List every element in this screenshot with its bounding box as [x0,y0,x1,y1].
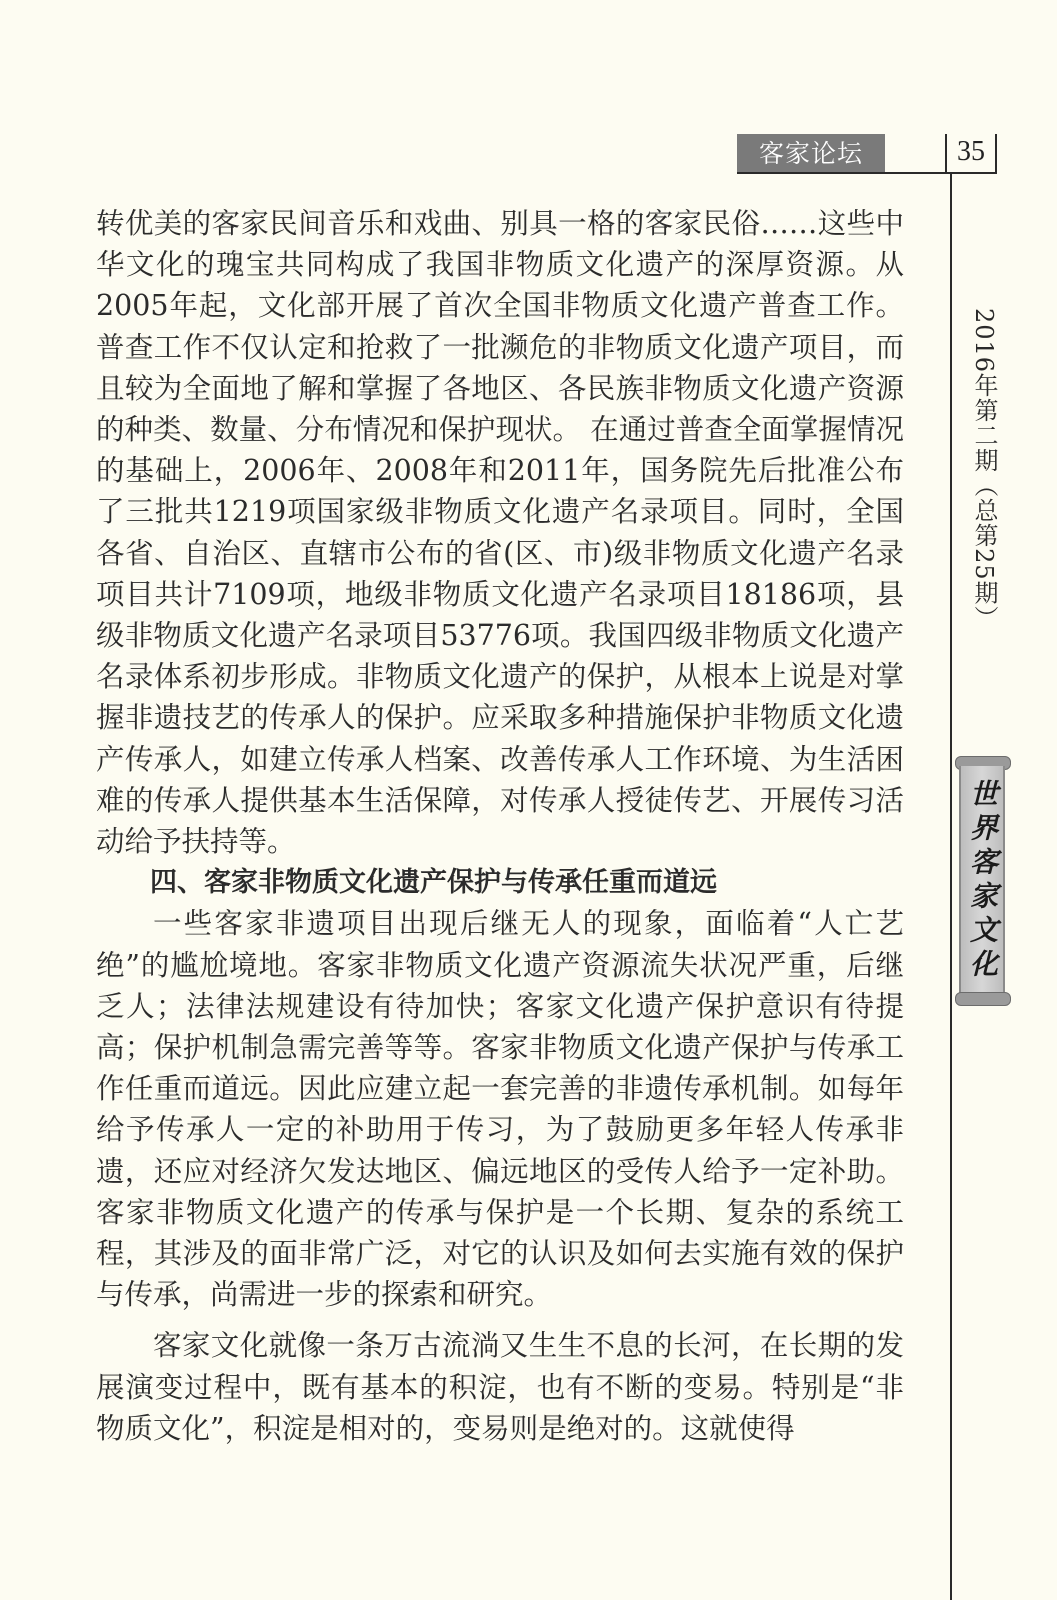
margin-rule [950,172,952,1600]
header-rule [737,172,947,174]
emblem-calligraphy: 世界客家文化 [966,779,999,983]
page-number: 35 [945,134,997,174]
section-title: 客家论坛 [737,134,885,174]
paragraph: 一些客家非遗项目出现后继无人的现象，面临着“人亡艺绝”的尴尬境地。客家非物质文化遗产资源流失状况严重，后继乏人；法律法规建设有待加快；客家文化遗产保护意识有待提高；保护机制急需完善等等。客家非物质文化遗产保护与传承工作任重而道远。因此应建立起一套完善的非遗传承机制。如每年给予传承人一定的补助用于传习，为了鼓励更多年轻人传承非遗，还应对经济欠发达地区、偏远地区的受传人给予一定补助。客家非物质文化遗产的传承与保护是一个长期、复杂的系统工程，其涉及的面非常广泛，对它的认识及如何去实施有效的保护与传承，尚需进一步的探索和研究。 [96,907,904,1312]
scroll-emblem [955,756,1009,1006]
scroll-rod-bottom [955,992,1011,1006]
issue-info: 2016年第二期（总第25期） [970,308,998,631]
paragraph-continued: 转优美的客家民间音乐和戏曲、别具一格的客家民俗……这些中华文化的瑰宝共同构成了我国非物质文化遗产的深厚资源。从2005年起，文化部开展了首次全国非物质文化遗产普查工作。普查工作不仅认定和抢救了一批濒危的非物质文化遗产项目，而且较为全面地了解和掌握了各地区、各民族非物质文化遗产资源的种类、数量、分布情况和保护现状。 在通过普查全面掌握情况的基础上，2006年、2008年和2011年，国务院先后批准公布了三批共1219项国家级非物质文化遗产名录项目。同时，全国各省、自治区、直辖市公布的省(区、市)级非物质文化遗产名录项目共计7109项，地级非物质文化遗产名录项目18186项，县级非物质文化遗产名录项目53776项。我国四级非物质文化遗产名录体系初步形成。非物质文化遗产的保护，从根本上说是对掌握非遗技艺的传承人的保护。应采取多种措施保护非物质文化遗产传承人，如建立传承人档案、改善传承人工作环境、为生活困难的传承人提供基本生活保障，对传承人授徒传艺、开展传习活动给予扶持等。 [96,207,904,859]
section-heading: 四、客家非物质文化遗产保护与传承任重而道远 [150,867,717,899]
paragraph: 客家文化就像一条万古流淌又生生不息的长河，在长期的发展演变过程中，既有基本的积淀，也有不断的变易。特别是“非物质文化”，积淀是相对的，变易则是绝对的。这就使得 [96,1329,904,1445]
article-body [96,203,904,1449]
